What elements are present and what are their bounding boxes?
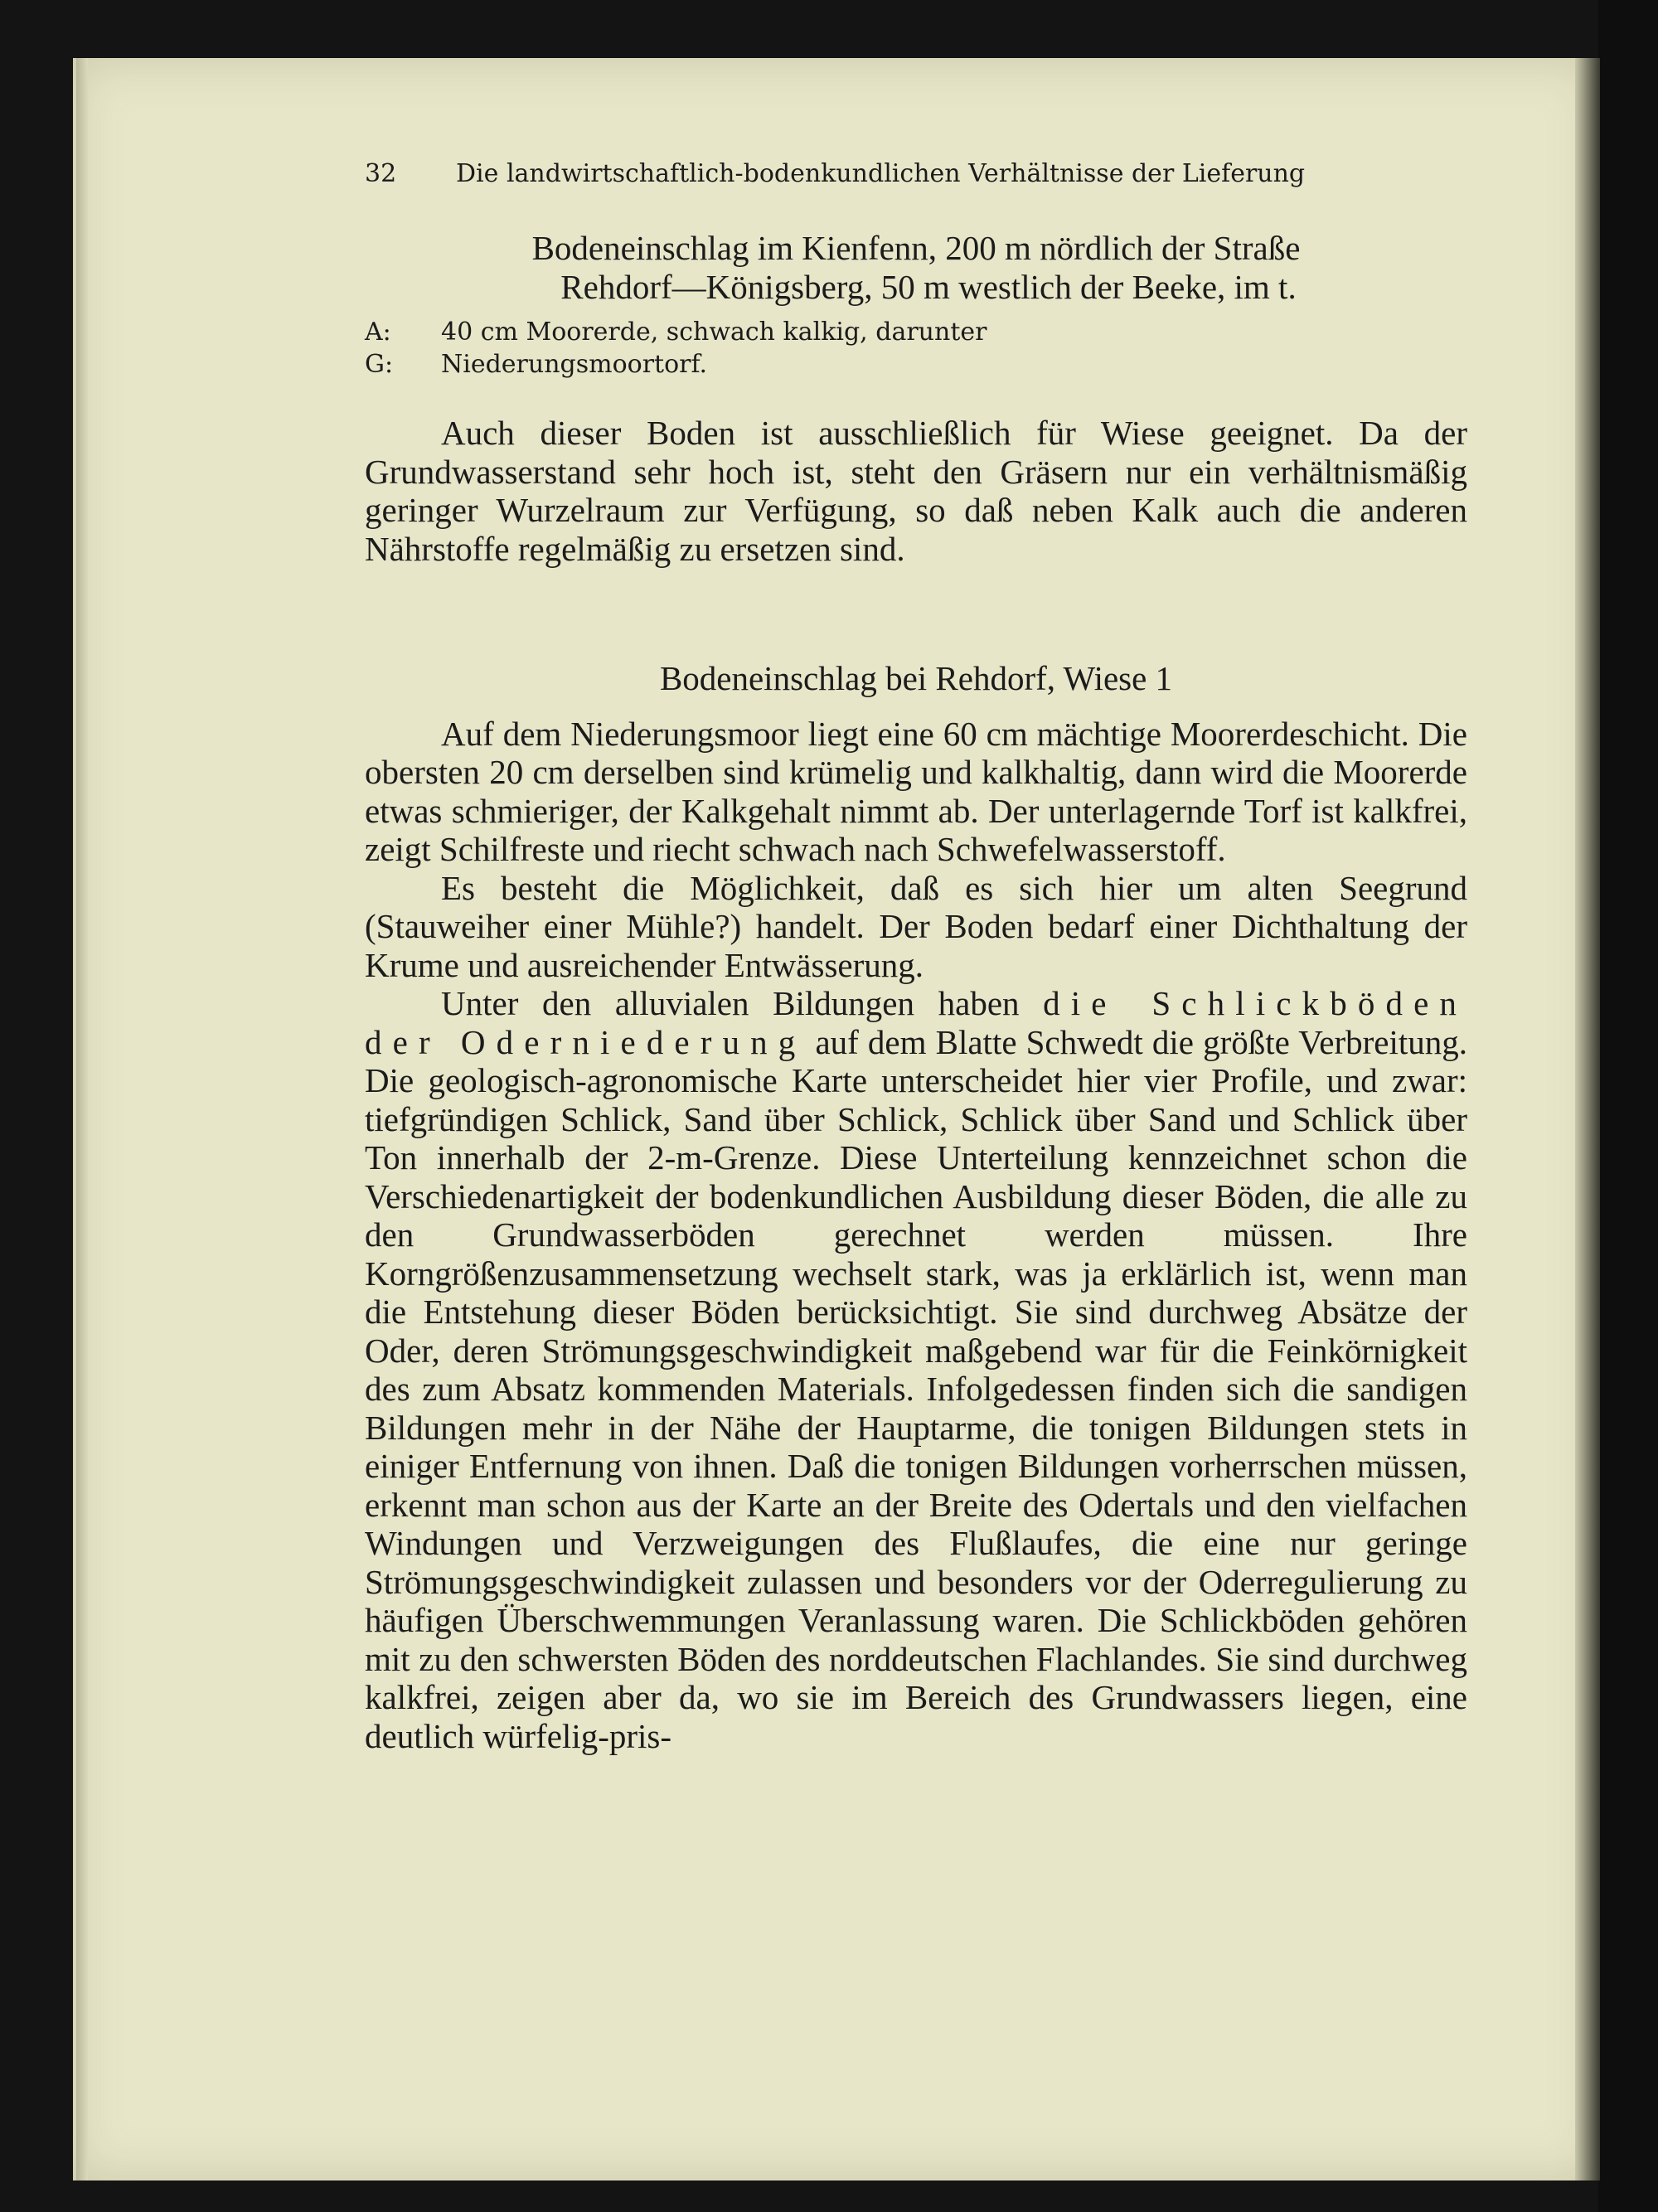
section-heading-kienfenn [365, 229, 1467, 306]
heading-line-1: Bodeneinschlag im Kienfenn, 200 m nördlich der Straße [531, 229, 1301, 267]
paragraph-rest: auf dem Blatte Schwedt die größte Verbreitung. Die geologisch-agronomische Karte unterscheidet hier vier Profile, und zwar: tiefgründigen Schlick, Sand über Schlick, Schlick über Sand und Schlick über Ton innerhalb der 2-m-Grenze. Diese Unterteilung kennzeichnet schon die Verschiedenartigkeit der bodenkundlichen Ausbildung dieser Böden, die alle zu den Grundwasserböden gerechnet werden müssen. Ihre Korngrößenzusammensetzung wechselt stark, was ja erklärlich ist, wenn man die Entstehung dieser Böden berücksichtigt. Sie sind durchweg Absätze der Oder, deren Strömungsgeschwindigkeit maßgebend war für die Feinkörnigkeit des zum Absatz kommenden Materials. Infolgedessen finden sich die sandigen Bildungen mehr in der Nähe der Hauptarme, die tonigen Bildungen stets in einiger Entfernung von ihnen. Daß die tonigen Bildungen vorherrschen müssen, erkennt man schon aus der Karte an der Breite des Odertals und den vielfachen Windungen und Verzweigungen des Flußlaufes, die eine nur geringe Strömungsgeschwindigkeit zulassen und besonders vor der Oderregulierung zu häufigen Überschwemmungen Veranlassung waren. Die Schlickböden gehören mit zu den schwersten Böden des norddeutschen Flachlandes. Sie sind durchweg kalkfrei, zeigen aber da, wo sie im Bereich des Grundwassers liegen, eine deutlich würfelig-pris- [365, 1022, 1467, 1755]
running-title: Die landwirtschaftlich-bodenkundlichen Verhältnisse der Lieferung [456, 159, 1306, 188]
soil-profile [365, 316, 1467, 381]
paragraph-kienfenn: Auch dieser Boden ist ausschließlich für Wiese geeignet. Da der Grundwasserstand sehr hoch ist, steht den Gräsern nur ein verhältnismäßig geringer Wurzelraum zur Verfügung, so daß neben Kalk auch die anderen Nährstoffe regelmäßig zu ersetzen sind. [365, 414, 1467, 568]
soil-profile-row [365, 316, 1467, 348]
page-content [365, 158, 1467, 1755]
horizon-description: Niederungsmoortorf. [441, 350, 708, 379]
soil-profile-row [365, 348, 1467, 381]
horizon-code: G: [365, 350, 394, 379]
running-header [365, 158, 1467, 191]
paragraph-schlickboeden [365, 984, 1467, 1755]
horizon-description: 40 cm Moorerde, schwach kalkig, darunter [441, 318, 987, 347]
section-heading-rehdorf: Bodeneinschlag bei Rehdorf, Wiese 1 [659, 659, 1173, 697]
spine-shadow [1575, 58, 1600, 2180]
paragraph-lead: Unter den alluvialen Bildungen haben [441, 984, 1020, 1022]
page-number: 32 [365, 159, 397, 188]
paragraph-seegrund: Es besteht die Möglichkeit, daß es sich hier um alten Seegrund (Stauweiher einer Mühle?) handelt. Der Boden bedarf einer Dichthaltung der Krume und ausreichender Entwässerung. [365, 868, 1467, 984]
heading-line-2: Rehdorf—Königsberg, 50 m westlich der Beeke, im t. [560, 267, 1297, 306]
paragraph-moorerde: Auf dem Niederungsmoor liegt eine 60 cm mächtige Moorerdeschicht. Die obersten 20 cm derselben sind krümelig und kalkhaltig, dann wird die Moorerde etwas schmieriger, der Kalkgehalt nimmt ab. Der unterlagernde Torf ist kalkfrei, zeigt Schilfreste und riecht schwach nach Schwefelwasserstoff. [365, 714, 1467, 868]
page-edge [76, 58, 88, 2180]
scan-background [1598, 0, 1658, 2212]
horizon-code: A: [365, 318, 391, 347]
section-spacer [365, 568, 1467, 659]
spaced-emphasis: die Schlickböden der Oderniederung [365, 984, 1468, 1061]
